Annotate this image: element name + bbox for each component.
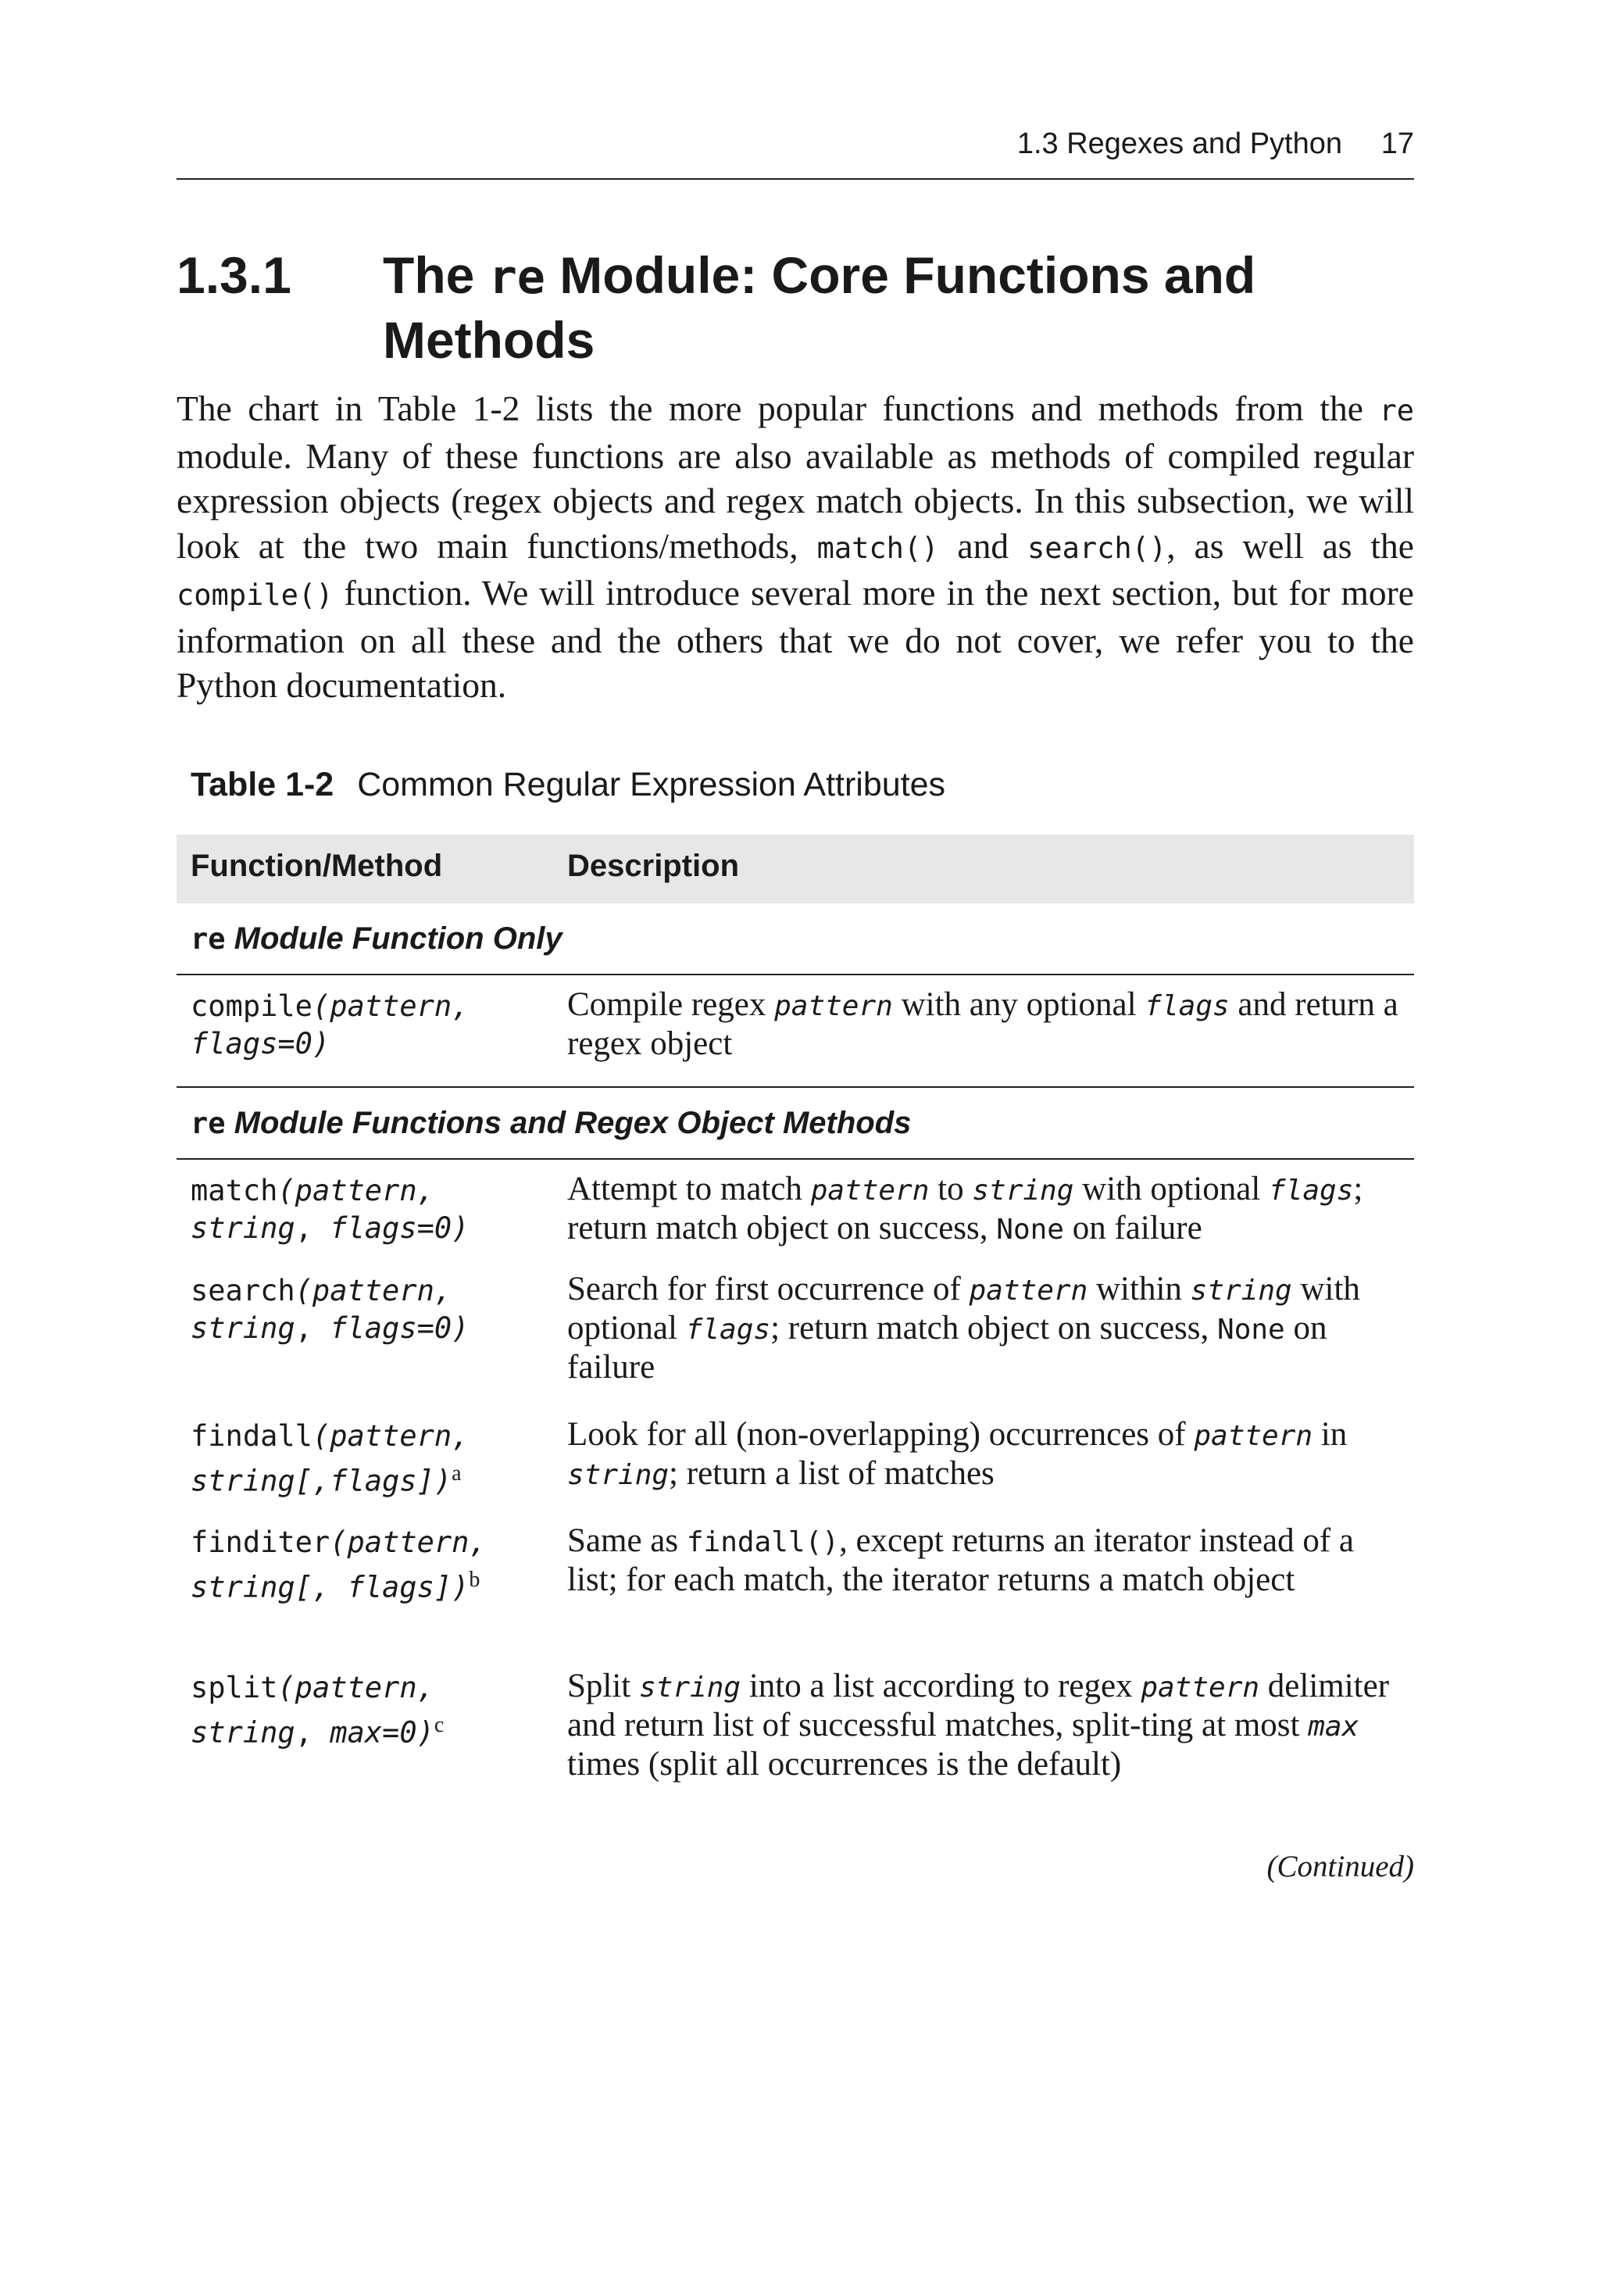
continued-note: (Continued) xyxy=(1266,1850,1414,1883)
intro-code: search() xyxy=(1027,531,1167,565)
group-text: Module Functions and Regex Object Methods xyxy=(225,1106,912,1140)
desc-code: string xyxy=(567,1459,670,1491)
signature xyxy=(191,988,558,1063)
section-title xyxy=(383,244,1414,371)
intro-text: The chart in Table 1-2 lists the more popular functions and methods from the xyxy=(177,388,1380,428)
desc-code: findall() xyxy=(686,1526,839,1558)
table-row-split xyxy=(177,1663,1414,1843)
group-code: re xyxy=(191,922,226,956)
desc-text: with optional xyxy=(1073,1171,1270,1207)
running-head xyxy=(177,123,1414,180)
desc-code: string xyxy=(1190,1275,1292,1307)
running-head-title: 1.3 Regexes and Python xyxy=(1016,127,1342,160)
section-title-pre: The xyxy=(383,246,489,304)
desc-text: ; return match object on success, xyxy=(567,1171,1363,1246)
fn-args: flags=0) xyxy=(330,1211,470,1245)
desc-text: delimiter and return list of successful matches, split-ting at most xyxy=(567,1668,1390,1743)
group-header-function-only xyxy=(177,903,1414,975)
fn-args: , xyxy=(295,1715,330,1750)
desc-text: Compile regex xyxy=(567,986,775,1023)
footnote-marker: c xyxy=(434,1713,445,1737)
fn-args: (pattern, xyxy=(295,1274,452,1307)
fn-name: findall xyxy=(191,1419,312,1453)
desc-text: on failure xyxy=(567,1310,1327,1386)
fn-args: string xyxy=(191,1311,295,1345)
signature xyxy=(191,1524,558,1606)
fn-args: , xyxy=(295,1311,330,1345)
description xyxy=(567,986,1403,1063)
desc-text: on failure xyxy=(1063,1210,1202,1246)
fn-args: (pattern, xyxy=(330,1525,487,1559)
fn-args: string xyxy=(191,1211,295,1245)
desc-text: and return a regex object xyxy=(567,986,1398,1062)
desc-text: Look for all (non-overlapping) occurrences of xyxy=(567,1416,1195,1453)
table-caption-text: Common Regular Expression Attributes xyxy=(357,766,946,803)
desc-code: flags xyxy=(1145,990,1230,1022)
desc-text: in xyxy=(1312,1416,1348,1453)
intro-code: re xyxy=(1379,394,1414,427)
desc-text: into a list according to regex xyxy=(741,1668,1141,1704)
desc-text: within xyxy=(1088,1271,1191,1307)
desc-code: max xyxy=(1308,1711,1359,1743)
desc-text: to xyxy=(929,1171,973,1207)
fn-args: (pattern, xyxy=(277,1671,434,1704)
signature xyxy=(191,1272,558,1347)
intro-text: , as well as the xyxy=(1166,525,1414,566)
table-row-findall xyxy=(177,1411,1414,1518)
description xyxy=(567,1668,1403,1783)
table-row-finditer xyxy=(177,1518,1414,1663)
section-number: 1.3.1 xyxy=(177,246,291,304)
fn-args: (pattern, xyxy=(312,1419,470,1453)
description xyxy=(567,1522,1403,1599)
group-label xyxy=(191,1102,911,1145)
group-label xyxy=(191,917,562,960)
fn-name: match xyxy=(191,1174,278,1207)
section-title-post: Module: Core Functions and Methods xyxy=(383,246,1256,369)
desc-text: , except returns an iterator instead of a list; for each match, the iterator returns a match object xyxy=(567,1522,1354,1598)
fn-args: (pattern, xyxy=(277,1174,434,1207)
desc-code: flags xyxy=(1269,1175,1354,1207)
group-text: Module Function Only xyxy=(225,921,562,956)
description xyxy=(567,1271,1403,1386)
fn-args: string xyxy=(191,1715,295,1750)
desc-code: None xyxy=(1217,1314,1285,1346)
intro-text: and xyxy=(938,525,1028,566)
intro-code: match() xyxy=(816,531,939,565)
desc-text: with optional xyxy=(567,1271,1360,1346)
signature xyxy=(191,1172,558,1247)
intro-text: function. We will introduce several more in the next section, but for more information on all these and the others that we do not cover, we refer you to the Python documentation. xyxy=(177,573,1414,705)
attributes-table xyxy=(177,835,1414,1843)
group-header-functions-and-methods xyxy=(177,1088,1414,1160)
fn-args: , xyxy=(295,1211,330,1245)
section-title-code: re xyxy=(488,250,545,305)
desc-code: string xyxy=(639,1672,741,1704)
desc-code: pattern xyxy=(774,990,893,1022)
table-header xyxy=(177,835,1414,903)
fn-args: string[, flags]) xyxy=(191,1570,470,1604)
fn-args: string[,flags]) xyxy=(191,1464,452,1498)
intro-text: module. Many of these functions are also available as methods of compiled regular expression objects (regex objects and regex match objects. In this subsection, we will look at the two main functions/methods, xyxy=(177,435,1414,566)
desc-code: pattern xyxy=(810,1175,930,1207)
fn-args: (pattern, flags=0) xyxy=(191,989,470,1060)
fn-args: max=0) xyxy=(330,1715,434,1750)
fn-name: finditer xyxy=(191,1525,330,1559)
description xyxy=(567,1171,1403,1249)
desc-text: times (split all occurrences is the default) xyxy=(567,1746,1122,1783)
page-number: 17 xyxy=(1380,127,1414,160)
description xyxy=(567,1416,1403,1494)
desc-text: Search for first occurrence of xyxy=(567,1271,970,1307)
desc-code: pattern xyxy=(1141,1672,1260,1704)
signature xyxy=(191,1418,558,1500)
header-description: Description xyxy=(567,849,740,883)
desc-code: pattern xyxy=(969,1275,1088,1307)
table-caption xyxy=(191,761,945,808)
desc-code: pattern xyxy=(1194,1420,1313,1452)
fn-name: split xyxy=(191,1671,278,1704)
table-row-compile xyxy=(177,975,1414,1088)
intro-code: compile() xyxy=(177,578,334,612)
intro-paragraph xyxy=(177,386,1414,708)
table-caption-label: Table 1-2 xyxy=(191,766,334,803)
footnote-marker: a xyxy=(452,1461,462,1486)
fn-name: search xyxy=(191,1274,295,1307)
header-function-method: Function/Method xyxy=(191,849,443,883)
desc-text: Split xyxy=(567,1668,640,1704)
desc-text: ; return a list of matches xyxy=(669,1455,995,1492)
fn-args: flags=0) xyxy=(330,1311,470,1345)
desc-text: Attempt to match xyxy=(567,1171,811,1207)
desc-text: with any optional xyxy=(892,986,1145,1023)
group-code: re xyxy=(191,1107,226,1140)
desc-code: None xyxy=(996,1214,1064,1246)
table-row-match xyxy=(177,1160,1414,1266)
fn-name: compile xyxy=(191,989,312,1023)
footnote-marker: b xyxy=(469,1568,480,1592)
signature xyxy=(191,1669,558,1751)
table-row-search xyxy=(177,1266,1414,1411)
desc-code: flags xyxy=(685,1314,771,1346)
desc-text: ; return match object on success, xyxy=(770,1310,1218,1346)
desc-text: Same as xyxy=(567,1522,687,1559)
desc-code: string xyxy=(972,1175,1074,1207)
